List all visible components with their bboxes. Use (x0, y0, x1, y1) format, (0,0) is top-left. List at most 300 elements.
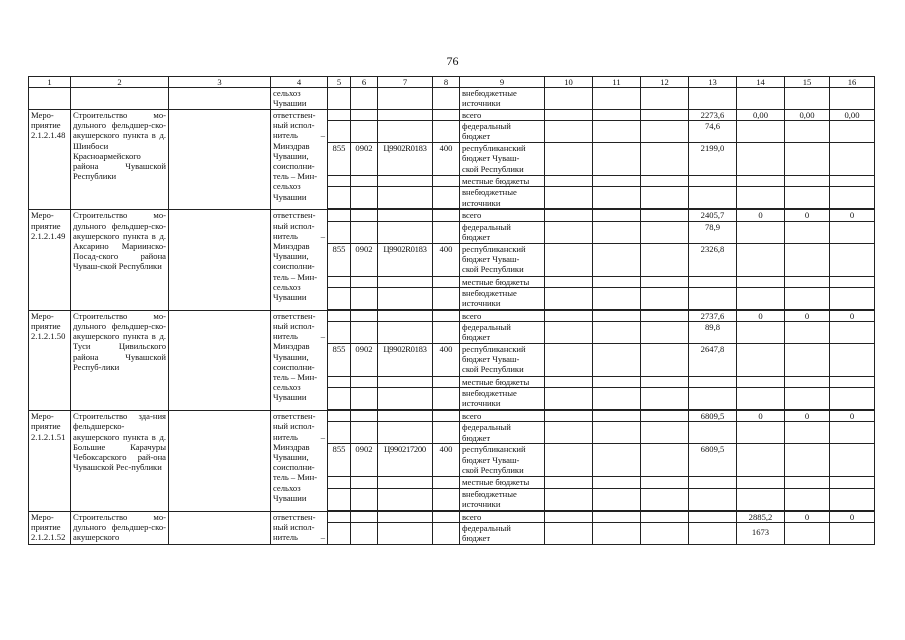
kbk-c6: 0902 (351, 243, 378, 276)
source-republic: республиканский бюджет Чуваш- ской Республики (460, 444, 545, 477)
empty-cell (593, 210, 641, 221)
empty-cell (433, 477, 460, 488)
empty-cell (689, 522, 737, 544)
page-number: 76 (446, 54, 459, 68)
source-extra: внебюджетные источники (460, 388, 545, 410)
empty-cell (737, 143, 785, 176)
executor-line: ный испол- (273, 321, 315, 332)
source-federal: федеральный бюджет (460, 121, 545, 143)
empty-cell (593, 322, 641, 344)
source-total: всего (460, 511, 545, 522)
empty-cell (545, 210, 593, 221)
value-c14: 0 (737, 210, 785, 221)
kbk-c5: 855 (328, 143, 351, 176)
source-cell: внебюджетные источники (460, 88, 545, 110)
empty-cell (378, 176, 433, 187)
empty-cell (641, 110, 689, 121)
empty-cell (29, 88, 71, 110)
value-c13: 89,8 (689, 322, 737, 344)
executor-line: Минздрав (273, 341, 310, 352)
empty-cell (351, 88, 378, 110)
executor-line: ответствен- (273, 210, 316, 221)
empty-cell (378, 221, 433, 243)
empty-cell (351, 276, 378, 287)
empty-cell (378, 88, 433, 110)
column-number: 5 (328, 77, 351, 88)
value-c13: 2273,6 (689, 110, 737, 121)
empty-cell (351, 176, 378, 187)
empty-cell (830, 522, 875, 544)
executor-line: ный испол- (273, 521, 315, 532)
empty-cell (593, 176, 641, 187)
empty-cell (737, 388, 785, 410)
empty-cell (785, 287, 830, 309)
value-c13: 2737,6 (689, 310, 737, 321)
column-number: 11 (593, 77, 641, 88)
value-c13: 78,9 (689, 221, 737, 243)
empty-cell (433, 522, 460, 544)
empty-cell (328, 176, 351, 187)
value-c14: 1673 (737, 522, 785, 544)
empty-cell (737, 176, 785, 187)
empty-cell (351, 121, 378, 143)
kbk-c7: Ц9902R0183 (378, 344, 433, 377)
executor-line: Чувашии (273, 392, 307, 403)
source-republic: республиканский бюджет Чуваш- ской Республики (460, 143, 545, 176)
column-number: 12 (641, 77, 689, 88)
empty-cell (71, 88, 169, 110)
empty-cell (593, 110, 641, 121)
empty-cell (830, 344, 875, 377)
empty-cell (785, 322, 830, 344)
executor-line: ный испол- (273, 120, 315, 131)
kbk-c8: 400 (433, 344, 460, 377)
source-republic: республиканский бюджет Чуваш- ской Республики (460, 243, 545, 276)
empty-cell (593, 411, 641, 422)
empty-cell (737, 276, 785, 287)
empty-cell (328, 377, 351, 388)
empty-cell (545, 377, 593, 388)
empty-cell (378, 276, 433, 287)
empty-cell (830, 243, 875, 276)
empty-cell (593, 121, 641, 143)
empty-cell (433, 187, 460, 209)
kbk-c7: Ц9902R0183 (378, 143, 433, 176)
executor-line: нитель – (273, 532, 325, 543)
executor-line: Чувашии (273, 191, 307, 202)
value-c15: 0,00 (785, 110, 830, 121)
executor-line: соисполни- (273, 161, 315, 172)
executor-line: Чувашии (273, 292, 307, 303)
kbk-c5: 855 (328, 243, 351, 276)
column-number: 3 (169, 77, 271, 88)
empty-cell (641, 176, 689, 187)
kbk-c6: 0902 (351, 143, 378, 176)
empty-cell (737, 121, 785, 143)
empty-cell (545, 276, 593, 287)
empty-cell (169, 411, 271, 511)
empty-cell (830, 287, 875, 309)
empty-cell (433, 276, 460, 287)
empty-cell (785, 187, 830, 209)
column-number: 10 (545, 77, 593, 88)
executor-line: нитель – (273, 331, 325, 342)
empty-cell (378, 377, 433, 388)
empty-cell (641, 377, 689, 388)
executor-line: Чувашии, (273, 251, 309, 262)
executor-line: ответствен- (273, 110, 316, 120)
empty-cell (641, 143, 689, 176)
empty-cell (328, 522, 351, 544)
executor-line: Минздрав (273, 441, 310, 452)
empty-cell (641, 477, 689, 488)
empty-cell (169, 511, 271, 544)
kbk-c5: 855 (328, 344, 351, 377)
empty-cell (545, 411, 593, 422)
empty-cell (433, 210, 460, 221)
empty-cell (785, 477, 830, 488)
empty-cell (737, 221, 785, 243)
empty-cell (785, 176, 830, 187)
empty-cell (641, 344, 689, 377)
executor-line: Чувашии (273, 492, 307, 503)
empty-cell (593, 276, 641, 287)
empty-cell (641, 388, 689, 410)
empty-cell (737, 477, 785, 488)
kbk-c8: 400 (433, 444, 460, 477)
empty-cell (641, 488, 689, 510)
event-id: Меро- приятие 2.1.2.1.48 (29, 110, 71, 210)
empty-cell (830, 176, 875, 187)
value-c16: 0 (830, 210, 875, 221)
empty-cell (328, 121, 351, 143)
empty-cell (378, 287, 433, 309)
empty-cell (328, 511, 351, 522)
table-row (29, 210, 875, 221)
source-local: местные бюджеты (460, 377, 545, 388)
empty-cell (328, 322, 351, 344)
empty-cell (593, 511, 641, 522)
column-number: 8 (433, 77, 460, 88)
empty-cell (351, 522, 378, 544)
value-c15: 0 (785, 411, 830, 422)
event-id: Меро- приятие 2.1.2.1.49 (29, 210, 71, 310)
empty-cell (328, 287, 351, 309)
table-row (29, 411, 875, 422)
executor-line: нитель – (273, 130, 325, 141)
empty-cell (830, 322, 875, 344)
empty-cell (593, 287, 641, 309)
table-row (29, 110, 875, 121)
empty-cell (328, 221, 351, 243)
empty-cell (328, 187, 351, 209)
empty-cell (378, 488, 433, 510)
column-number: 16 (830, 77, 875, 88)
event-title: Строительство мо-дульного фельдшер-ско-акушерского (71, 511, 169, 544)
empty-cell (593, 88, 641, 110)
kbk-c7: Ц990217200 (378, 444, 433, 477)
empty-cell (737, 422, 785, 444)
value-c14: 0 (737, 411, 785, 422)
empty-cell (545, 243, 593, 276)
empty-cell (545, 221, 593, 243)
empty-cell (378, 110, 433, 121)
empty-cell (545, 121, 593, 143)
column-number: 6 (351, 77, 378, 88)
value-c14: 0 (737, 310, 785, 321)
empty-cell (737, 187, 785, 209)
empty-cell (641, 522, 689, 544)
source-total: всего (460, 210, 545, 221)
empty-cell (351, 287, 378, 309)
empty-cell (785, 522, 830, 544)
column-number: 7 (378, 77, 433, 88)
column-number: 14 (737, 77, 785, 88)
source-extra: внебюджетные источники (460, 187, 545, 209)
empty-cell (378, 522, 433, 544)
budget-table (28, 76, 875, 545)
executor-line: нитель – (273, 431, 325, 442)
executor-line: соисполни- (273, 361, 315, 372)
empty-cell (785, 444, 830, 477)
kbk-c6: 0902 (351, 344, 378, 377)
empty-cell (328, 110, 351, 121)
event-id: Меро- приятие 2.1.2.1.50 (29, 310, 71, 410)
executor-line: ответствен- (273, 310, 316, 321)
empty-cell (545, 388, 593, 410)
empty-cell (593, 243, 641, 276)
value-c13: 2326,8 (689, 243, 737, 276)
empty-cell (785, 344, 830, 377)
source-local: местные бюджеты (460, 176, 545, 187)
empty-cell (378, 388, 433, 410)
empty-cell (328, 88, 351, 110)
empty-cell (737, 287, 785, 309)
executor-line: тель – Мин- (273, 271, 318, 282)
kbk-c7: Ц9902R0183 (378, 243, 433, 276)
empty-cell (433, 221, 460, 243)
empty-cell (593, 377, 641, 388)
empty-cell (689, 488, 737, 510)
empty-cell (593, 444, 641, 477)
executor-line: Минздрав (273, 140, 310, 151)
empty-cell (378, 511, 433, 522)
event-id: Меро- приятие 2.1.2.1.52 (29, 511, 71, 544)
executor-line: нитель – (273, 230, 325, 241)
empty-cell (328, 477, 351, 488)
empty-cell (641, 287, 689, 309)
empty-cell (169, 110, 271, 210)
event-title: Строительство зда-ния фельдшерско-акушерского пункта в д. Большие Карачуры Чебоксарского рай-она Чувашской Рес-публики (71, 411, 169, 511)
event-id: Меро- приятие 2.1.2.1.51 (29, 411, 71, 511)
value-c15: 0 (785, 210, 830, 221)
empty-cell (689, 276, 737, 287)
executor-cell (271, 210, 328, 310)
empty-cell (351, 377, 378, 388)
empty-cell (830, 143, 875, 176)
executor-line: ответствен- (273, 511, 316, 522)
empty-cell (351, 488, 378, 510)
table-row (29, 88, 875, 110)
table-row (29, 511, 875, 522)
empty-cell (433, 176, 460, 187)
empty-cell (545, 110, 593, 121)
empty-cell (169, 210, 271, 310)
empty-cell (737, 243, 785, 276)
empty-cell (830, 422, 875, 444)
executor-line: Минздрав (273, 241, 310, 252)
empty-cell (641, 243, 689, 276)
empty-cell (641, 411, 689, 422)
empty-cell (737, 444, 785, 477)
executor-line: ный испол- (273, 220, 315, 231)
value-c14: 2885,2 (737, 511, 785, 522)
empty-cell (169, 310, 271, 410)
value-c13 (689, 422, 737, 444)
empty-cell (593, 143, 641, 176)
empty-cell (593, 477, 641, 488)
empty-cell (545, 344, 593, 377)
executor-line: соисполни- (273, 261, 315, 272)
executor-line: ответствен- (273, 411, 316, 422)
kbk-c6: 0902 (351, 444, 378, 477)
empty-cell (351, 187, 378, 209)
executor-line: тель – Мин- (273, 372, 318, 383)
executor-line: сельхоз (273, 181, 301, 192)
empty-cell (689, 377, 737, 388)
empty-cell (785, 143, 830, 176)
empty-cell (593, 488, 641, 510)
empty-cell (545, 522, 593, 544)
value-c13: 6809,5 (689, 444, 737, 477)
source-local: местные бюджеты (460, 276, 545, 287)
event-title: Строительство мо-дульного фельдшер-ско-акушерского пункта в д. Аксарино Мариинско-Посад-ского района Чуваш-ской Республики (71, 210, 169, 310)
empty-cell (433, 110, 460, 121)
executor-cell (271, 511, 328, 544)
value-c15: 0 (785, 310, 830, 321)
empty-cell (351, 110, 378, 121)
empty-cell (641, 88, 689, 110)
empty-cell (737, 344, 785, 377)
executor-line: тель – Мин- (273, 171, 318, 182)
empty-cell (737, 88, 785, 110)
empty-cell (378, 121, 433, 143)
empty-cell (593, 344, 641, 377)
empty-cell (689, 477, 737, 488)
empty-cell (830, 377, 875, 388)
value-c16: 0 (830, 411, 875, 422)
empty-cell (689, 88, 737, 110)
empty-cell (433, 422, 460, 444)
source-federal: федеральный бюджет (460, 322, 545, 344)
empty-cell (785, 422, 830, 444)
empty-cell (433, 388, 460, 410)
empty-cell (785, 88, 830, 110)
empty-cell (378, 310, 433, 321)
event-title: Строительство мо-дульного фельдшер-ско-акушерского пункта в д. Туси Цивильского района Чувашской Респуб-лики (71, 310, 169, 410)
value-c16: 0,00 (830, 110, 875, 121)
empty-cell (351, 422, 378, 444)
empty-cell (785, 243, 830, 276)
empty-cell (689, 287, 737, 309)
empty-cell (433, 121, 460, 143)
source-federal: федеральный бюджет (460, 422, 545, 444)
empty-cell (641, 221, 689, 243)
value-c16: 0 (830, 310, 875, 321)
empty-cell (328, 276, 351, 287)
empty-cell (785, 276, 830, 287)
empty-cell (545, 488, 593, 510)
empty-cell (378, 477, 433, 488)
empty-cell (830, 276, 875, 287)
empty-cell (378, 411, 433, 422)
empty-cell (351, 210, 378, 221)
empty-cell (351, 477, 378, 488)
empty-cell (545, 444, 593, 477)
empty-cell (328, 411, 351, 422)
empty-cell (545, 287, 593, 309)
value-c13: 6809,5 (689, 411, 737, 422)
source-federal: федеральный бюджет (460, 522, 545, 544)
empty-cell (785, 121, 830, 143)
empty-cell (593, 422, 641, 444)
table-row (29, 310, 875, 321)
empty-cell (785, 377, 830, 388)
value-c13: 2199,0 (689, 143, 737, 176)
source-total: всего (460, 310, 545, 321)
empty-cell (328, 210, 351, 221)
empty-cell (378, 422, 433, 444)
empty-cell (830, 388, 875, 410)
empty-cell (641, 511, 689, 522)
column-number: 9 (460, 77, 545, 88)
empty-cell (328, 488, 351, 510)
source-extra: внебюджетные источники (460, 287, 545, 309)
executor-line: ный испол- (273, 421, 315, 432)
empty-cell (545, 422, 593, 444)
empty-cell (785, 221, 830, 243)
column-number: 1 (29, 77, 71, 88)
empty-cell (433, 511, 460, 522)
column-number: 13 (689, 77, 737, 88)
kbk-c8: 400 (433, 243, 460, 276)
empty-cell (351, 221, 378, 243)
empty-cell (433, 88, 460, 110)
value-c16: 0 (830, 511, 875, 522)
empty-cell (545, 477, 593, 488)
empty-cell (328, 388, 351, 410)
empty-cell (830, 187, 875, 209)
empty-cell (378, 187, 433, 209)
executor-cell (271, 110, 328, 210)
kbk-c5: 855 (328, 444, 351, 477)
executor-line: Чувашии, (273, 150, 309, 161)
empty-cell (378, 210, 433, 221)
empty-cell (830, 221, 875, 243)
column-number: 15 (785, 77, 830, 88)
empty-cell (169, 88, 271, 110)
empty-cell (545, 511, 593, 522)
empty-cell (641, 210, 689, 221)
empty-cell (593, 522, 641, 544)
table-row (29, 77, 875, 88)
executor-cell: сельхоз Чувашии (271, 88, 328, 110)
empty-cell (378, 322, 433, 344)
empty-cell (641, 276, 689, 287)
column-number: 4 (271, 77, 328, 88)
value-c15: 0 (785, 511, 830, 522)
empty-cell (545, 187, 593, 209)
